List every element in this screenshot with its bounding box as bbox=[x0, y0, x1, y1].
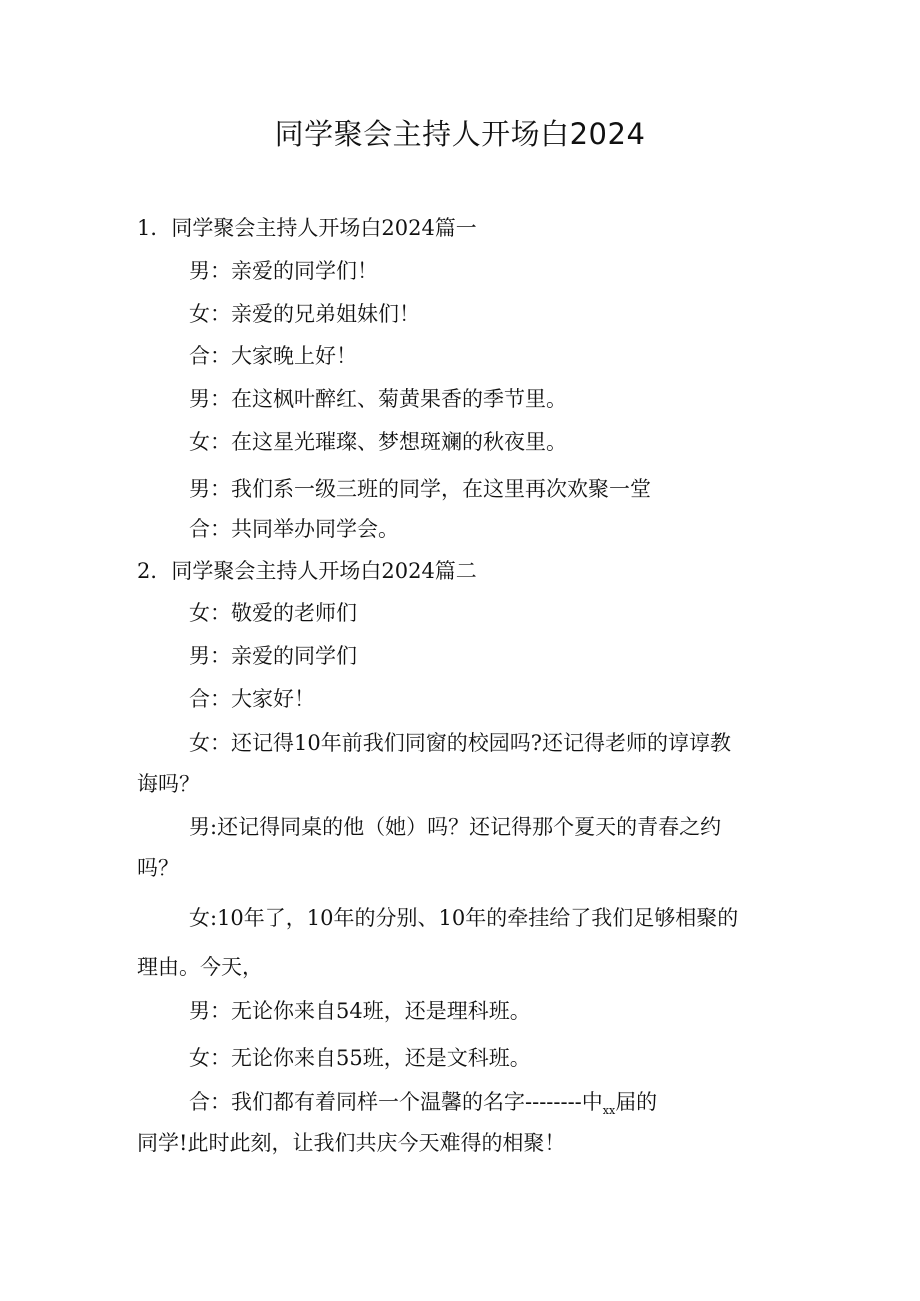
dialogue-line: 男：亲爱的同学们！ bbox=[189, 259, 378, 283]
final-line-subscript: xx bbox=[602, 1104, 616, 1118]
dialogue-line: 合：大家好！ bbox=[189, 687, 315, 711]
dialogue-line-continuation: 同学!此时此刻，让我们共庆今天难得的相聚！ bbox=[137, 1131, 566, 1155]
section-heading-1: 1．同学聚会主持人开场白2024篇一 bbox=[137, 216, 477, 240]
dialogue-line: 男:还记得同桌的他（她）吗？还记得那个夏天的青春之约 bbox=[189, 815, 722, 839]
dialogue-line: 合：大家晚上好！ bbox=[189, 344, 357, 368]
dialogue-line: 男：亲爱的同学们 bbox=[189, 644, 357, 668]
section-heading-2: 2．同学聚会主持人开场白2024篇二 bbox=[137, 559, 477, 583]
final-line-text: 合：我们都有着同样一个温馨的名字--------中 bbox=[189, 1090, 603, 1114]
dialogue-line-continuation: 吗？ bbox=[137, 856, 179, 880]
dialogue-line-continuation: 诲吗？ bbox=[137, 772, 200, 796]
dialogue-line: 男：我们系一级三班的同学，在这里再次欢聚一堂 bbox=[189, 477, 651, 501]
dialogue-line-continuation: 理由。今天， bbox=[137, 955, 263, 979]
dialogue-line: 女：还记得10年前我们同窗的校园吗?还记得老师的谆谆教 bbox=[189, 731, 731, 755]
final-line-text-end: 届的 bbox=[615, 1090, 658, 1114]
dialogue-line: 男：无论你来自54班，还是理科班。 bbox=[189, 999, 531, 1023]
dialogue-line: 女：在这星光璀璨、梦想斑斓的秋夜里。 bbox=[189, 430, 567, 454]
dialogue-line: 男：在这枫叶醉红、菊黄果香的季节里。 bbox=[189, 387, 567, 411]
document-title: 同学聚会主持人开场白2024 bbox=[274, 117, 646, 151]
dialogue-line: 女:10年了，10年的分别、10年的牵挂给了我们足够相聚的 bbox=[189, 906, 739, 930]
dialogue-line: 女：敬爱的老师们 bbox=[189, 601, 357, 625]
dialogue-line: 合：共同举办同学会。 bbox=[189, 517, 399, 541]
dialogue-line: 女：无论你来自55班，还是文科班。 bbox=[189, 1046, 531, 1070]
dialogue-line: 女：亲爱的兄弟姐妹们！ bbox=[189, 302, 420, 326]
dialogue-line-final bbox=[189, 1087, 657, 1117]
